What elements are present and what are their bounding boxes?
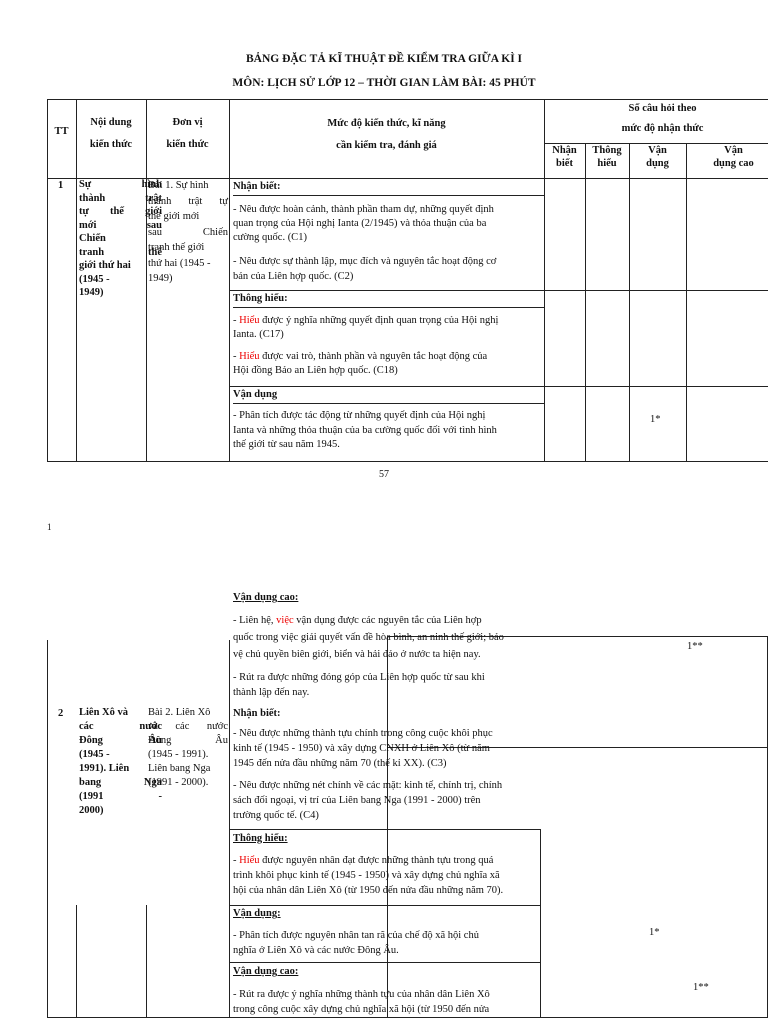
header-tt: TT <box>54 126 69 137</box>
header-noi-dung-2: kiến thức <box>89 139 133 150</box>
row2-vdc-count: 1** <box>693 982 709 993</box>
row2-vdc-item-1: - Rút ra được ý nghĩa những thành tựu của nhân dân Liên Xô trong công cuộc xây dựng chủ nghĩa xã hội (từ 1950 đến nửa <box>233 989 490 1015</box>
row1-noi-dung: Sự hình thành trật tự thế giới mới sau Chiến tranh thế giới thứ hai (1945 - 1949) <box>79 179 162 298</box>
row2-van-dung-heading: Vận dụng: <box>233 908 281 919</box>
document-title: BẢNG ĐẶC TẢ KĨ THUẬT ĐỀ KIỂM TRA GIỮA KÌ I <box>245 53 523 65</box>
vdc-item-1: - Liên hệ, việc vận dụng được các nguyên tắc của Liên hợp quốc trong việc giải quyết vấn đề hòa bình, an ninh thế giới; bảo vệ chủ quyền biên giới, biển và hải đảo ở nước ta hiện nay. <box>233 615 504 660</box>
row1-tt: 1 <box>58 180 64 191</box>
row2-van-dung-count: 1* <box>649 927 660 938</box>
row1-van-dung-item-1: - Phân tích được tác động từ những quyết định của Hội nghị Ianta và những thỏa thuận của ba cường quốc đối với tình hình thế giới từ sau năm 1945. <box>233 410 497 450</box>
row1-thong-hieu-item-2: - Hiểu được vai trò, thành phần và nguyên tắc hoạt động của Hội đồng Bảo an Liên hợp quốc. (C18) <box>233 351 488 376</box>
header-muc-do: Mức độ kiến thức, kĩ năng <box>327 118 446 129</box>
row2-nhan-biet-heading: Nhận biết: <box>233 708 281 719</box>
header-noi-dung: Nội dung <box>90 117 132 128</box>
row2-thong-hieu-heading: Thông hiểu: <box>233 833 288 844</box>
row1-van-dung-heading: Vận dụng <box>233 389 278 400</box>
vdc-heading: Vận dụng cao: <box>233 592 299 603</box>
header-muc-do-2: cần kiểm tra, đánh giá <box>336 140 437 151</box>
header-don-vi: Đơn vị <box>172 117 203 128</box>
header-van-dung-cao: Vận dụng cao <box>713 145 754 169</box>
row2-don-vi: Bài 2. Liên Xô và các nước Đông Âu (1945 - 1991). Liên bang Nga (1991 - 2000). <box>148 707 228 788</box>
row2-tt: 2 <box>58 708 64 719</box>
vdc-count: 1** <box>687 641 703 652</box>
header-don-vi-2: kiến thức <box>166 139 209 150</box>
row2-vdc-heading: Vận dụng cao: <box>233 966 299 977</box>
row2-nhan-biet-item-2: - Nêu được những nét chính về các mặt: kinh tế, chính trị, chính sách đối ngoại, vị trí của Liên bang Nga (1991 - 2000) trên trường quốc tế. (C4) <box>233 780 503 821</box>
header-thong-hieu: Thông hiểu <box>592 145 622 169</box>
header-so-cau-2: mức độ nhận thức <box>621 123 704 134</box>
row1-nhan-biet-item-1: - Nêu được hoàn cảnh, thành phần tham dự, những quyết định quan trọng của Hội nghị Ianta (2/1945) và thỏa thuận của ba cường quốc. (C1) <box>233 204 494 243</box>
header-van-dung: Vận dụng <box>646 145 669 169</box>
page-number: 57 <box>379 469 389 480</box>
row1-van-dung-count: 1* <box>650 414 661 425</box>
header-nhan-biet: Nhận biết <box>552 145 577 169</box>
row1-nhan-biet-item-2: - Nêu được sự thành lập, mục đích và nguyên tắc hoạt động cơ bản của Liên hợp quốc. (C2) <box>233 256 497 282</box>
row2-thong-hieu-item-1: - Hiểu được nguyên nhân đạt được những thành tựu trong quá trình khôi phục kinh tế (1945 - 1950) và xây dựng chủ nghĩa xã hội của nhân dân Liên Xô (từ 1950 đến nửa đầu những năm 70). <box>233 855 504 896</box>
document-subtitle: MÔN: LỊCH SỬ LỚP 12 – THỜI GIAN LÀM BÀI: 45 PHÚT <box>232 77 536 89</box>
row2-nhan-biet-item-1: - Nêu được những thành tựu chính trong công cuộc khôi phục kinh tế (1945 - 1950) và xây dựng CNXH ở Liên Xô (từ năm 1945 đến nửa đầu những năm 70 (thế kỉ XX). (C3) <box>233 728 493 769</box>
header-so-cau: Số câu hỏi theo <box>628 103 697 114</box>
vdc-item-2: - Rút ra được những đóng góp của Liên hợp quốc từ sau khi thành lập đến nay. <box>233 672 485 698</box>
row2-noi-dung: Liên Xô và các nước Đông Âu (1945 - 1991). Liên bang Nga (1991 - 2000) <box>79 707 162 816</box>
row2-van-dung-item-1: - Phân tích được nguyên nhân tan rã của chế độ xã hội chủ nghĩa ở Liên Xô và các nước Đông Âu. <box>233 930 479 956</box>
row1-thong-hieu-heading: Thông hiểu: <box>233 293 288 304</box>
row1-nhan-biet-heading: Nhận biết: <box>233 181 281 192</box>
row1-thong-hieu-item-1: - Hiểu được ý nghĩa những quyết định quan trọng của Hội nghị Ianta. (C17) <box>233 315 499 340</box>
row1-don-vi: Bài 1. Sự hình thành trật tự thế giới mới sau Chiến tranh thế giới thứ hai (1945 - 1949) <box>148 180 228 284</box>
corner-mark: 1 <box>47 522 52 532</box>
